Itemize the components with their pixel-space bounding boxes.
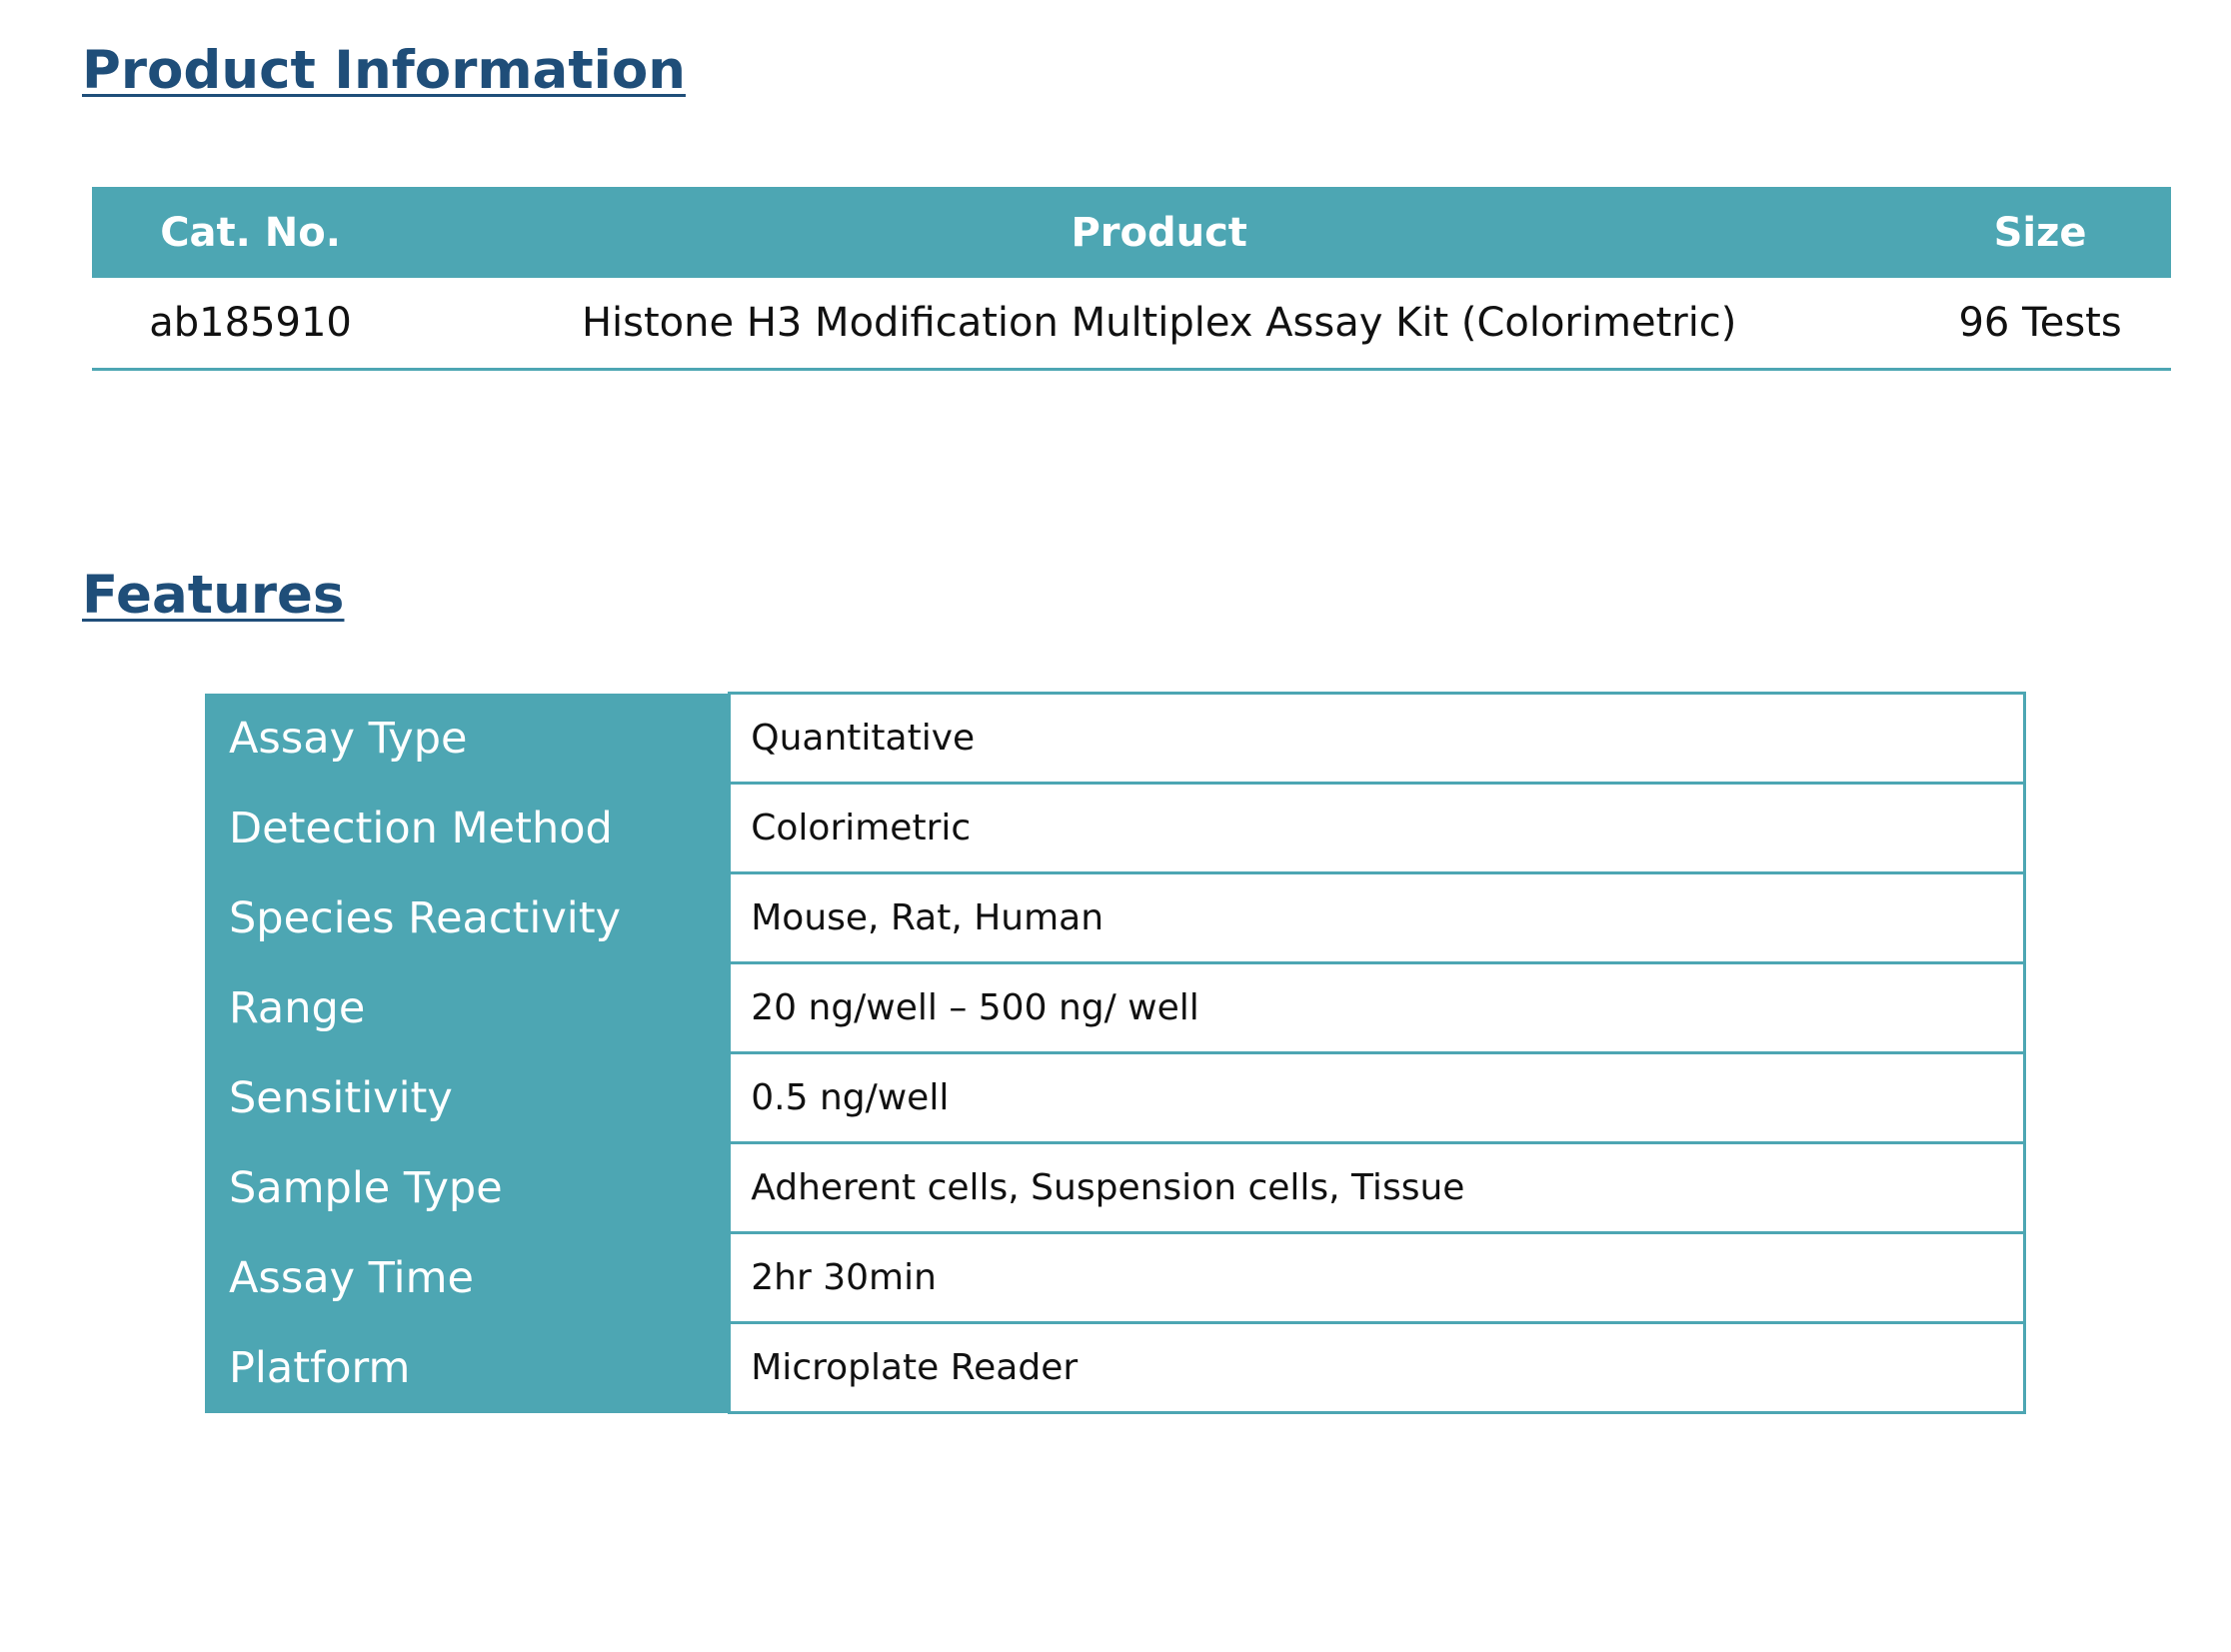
product-name-cell: Histone H3 Modification Multiplex Assay Kit (Colorimetric) [409, 278, 1909, 370]
feature-row-detection-method [205, 784, 2025, 873]
column-header-size: Size [1909, 187, 2171, 278]
feature-row-assay-time [205, 1233, 2025, 1323]
features-heading: Features [82, 565, 345, 626]
feature-row-sensitivity [205, 1053, 2025, 1143]
feature-value: Quantitative [730, 694, 2025, 784]
product-table-header-row [92, 187, 2171, 278]
feature-value: 0.5 ng/well [730, 1053, 2025, 1143]
feature-key: Assay Time [205, 1233, 730, 1323]
feature-row-platform [205, 1323, 2025, 1413]
feature-value: 20 ng/well – 500 ng/ well [730, 963, 2025, 1053]
feature-key: Sample Type [205, 1143, 730, 1233]
size-cell: 96 Tests [1909, 278, 2171, 370]
feature-key: Platform [205, 1323, 730, 1413]
feature-key: Assay Type [205, 694, 730, 784]
product-information-heading: Product Information [82, 40, 686, 101]
feature-value: 2hr 30min [730, 1233, 2025, 1323]
product-table [92, 187, 2171, 371]
feature-key: Sensitivity [205, 1053, 730, 1143]
feature-row-sample-type [205, 1143, 2025, 1233]
feature-value: Adherent cells, Suspension cells, Tissue [730, 1143, 2025, 1233]
feature-row-range [205, 963, 2025, 1053]
feature-value: Colorimetric [730, 784, 2025, 873]
feature-row-species-reactivity [205, 873, 2025, 963]
features-table [205, 692, 2026, 1414]
feature-row-assay-type [205, 694, 2025, 784]
feature-key: Range [205, 963, 730, 1053]
feature-value: Microplate Reader [730, 1323, 2025, 1413]
table-row [92, 278, 2171, 370]
feature-value: Mouse, Rat, Human [730, 873, 2025, 963]
feature-key: Detection Method [205, 784, 730, 873]
column-header-product: Product [409, 187, 1909, 278]
cat-no-cell: ab185910 [92, 278, 409, 370]
column-header-cat-no: Cat. No. [92, 187, 409, 278]
feature-key: Species Reactivity [205, 873, 730, 963]
